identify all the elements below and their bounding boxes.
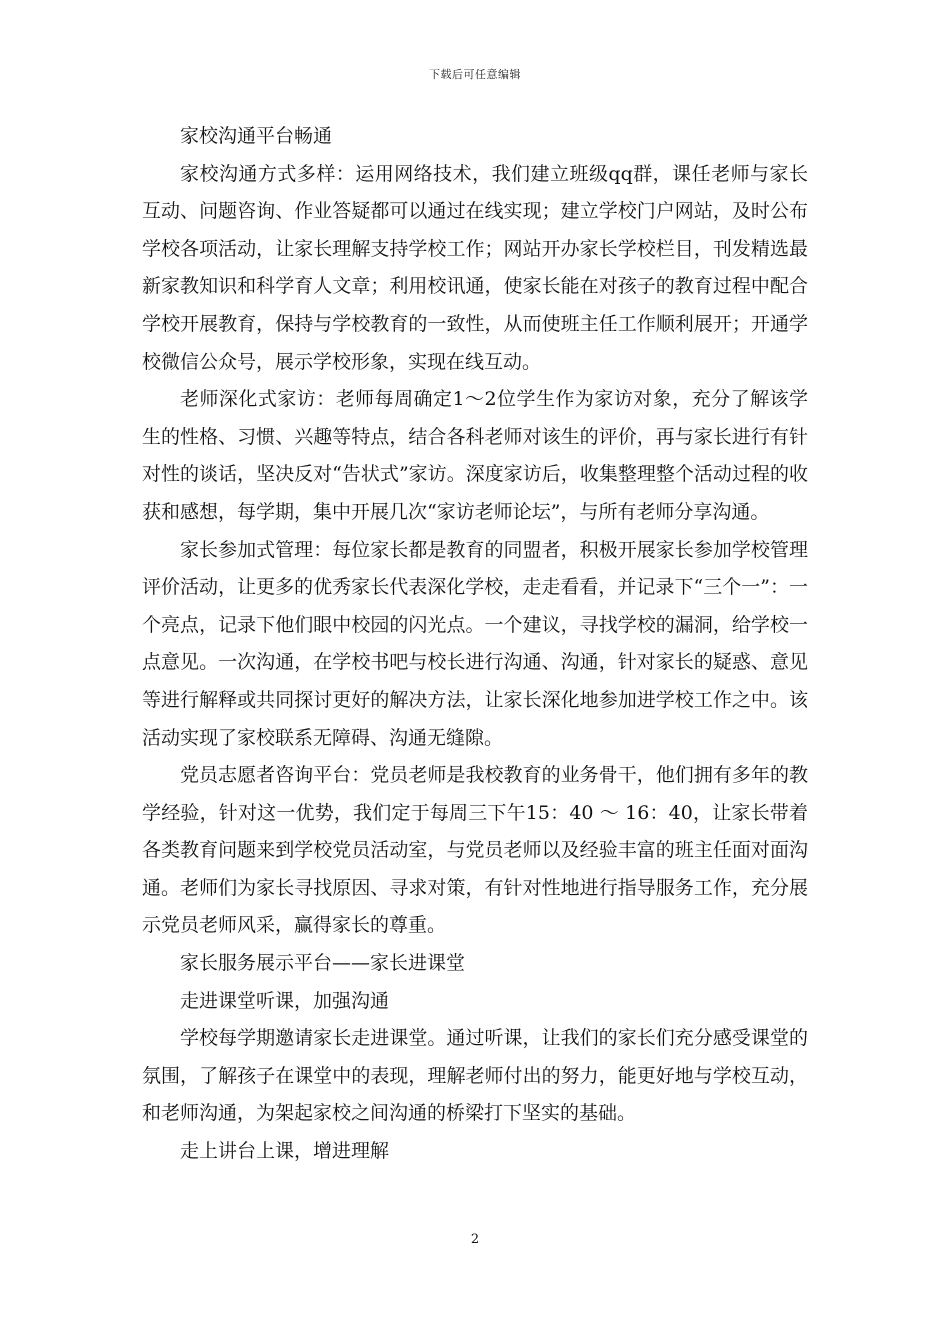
page-header: 下载后可任意编辑 (429, 68, 521, 81)
paragraph: 家校沟通方式多样：运用网络技术，我们建立班级qq群，课任老师与家长互动、问题咨询、作业答疑都可以通过在线实现；建立学校门户网站，及时公布学校各项活动，让家长理解支持学校工作；网站开办家长学校栏目，刊发精选最新家教知识和科学育人文章；利用校讯通，使家长能在对孩子的教育过程中配合学校开展教育，保持与学校教育的一致性，从而使班主任工作顺利展开；开通学校微信公众号，展示学校形象，实现在线互动。 (142, 162, 808, 373)
document-body (142, 118, 808, 1171)
paragraph: 家长参加式管理：每位家长都是教育的同盟者，积极开展家长参加学校管理评价活动，让更多的优秀家长代表深化学校，走走看看，并记录下“三个一”：一个亮点，记录下他们眼中校园的闪光点。一个建议，寻找学校的漏洞，给学校一点意见。一次沟通，在学校书吧与校长进行沟通、沟通，针对家长的疑惑、意见等进行解释或共同探讨更好的解决方法，让家长深化地参加进学校工作之中。该活动实现了家校联系无障碍、沟通无缝隙。 (142, 538, 808, 749)
section-heading: 家校沟通平台畅通 (180, 125, 333, 147)
section-heading: 家长服务展示平台——家长进课堂 (180, 952, 466, 975)
paragraph: 党员志愿者咨询平台：党员老师是我校教育的业务骨干，他们拥有多年的教学经验，针对这一优势，我们定于每周三下午15：40 ～ 16：40，让家长带着各类教育问题来到学校党员活动室，与党员老师以及经验丰富的班主任面对面沟通。老师们为家长寻找原因、寻求对策，有针对性地进行指导服务工作，充分展示党员老师风采，赢得家长的尊重。 (142, 764, 808, 937)
page-number: 2 (470, 1232, 480, 1247)
sub-heading: 走上讲台上课，增进理解 (180, 1140, 390, 1163)
sub-heading: 走进课堂听课，加强沟通 (180, 989, 390, 1012)
paragraph: 学校每学期邀请家长走进课堂。通过听课，让我们的家长们充分感受课堂的氛围，了解孩子在课堂中的表现，理解老师付出的努力，能更好地与学校互动，和老师沟通，为架起家校之间沟通的桥梁打下坚实的基础。 (142, 1027, 808, 1125)
paragraph: 老师深化式家访：老师每周确定1～2位学生作为家访对象，充分了解该学生的性格、习惯、兴趣等特点，结合各科老师对该生的评价，再与家长进行有针对性的谈话，坚决反对“告状式”家访。深度家访后，收集整理整个活动过程的收获和感想，每学期，集中开展几次“家访老师论坛”，与所有老师分享沟通。 (142, 388, 808, 523)
